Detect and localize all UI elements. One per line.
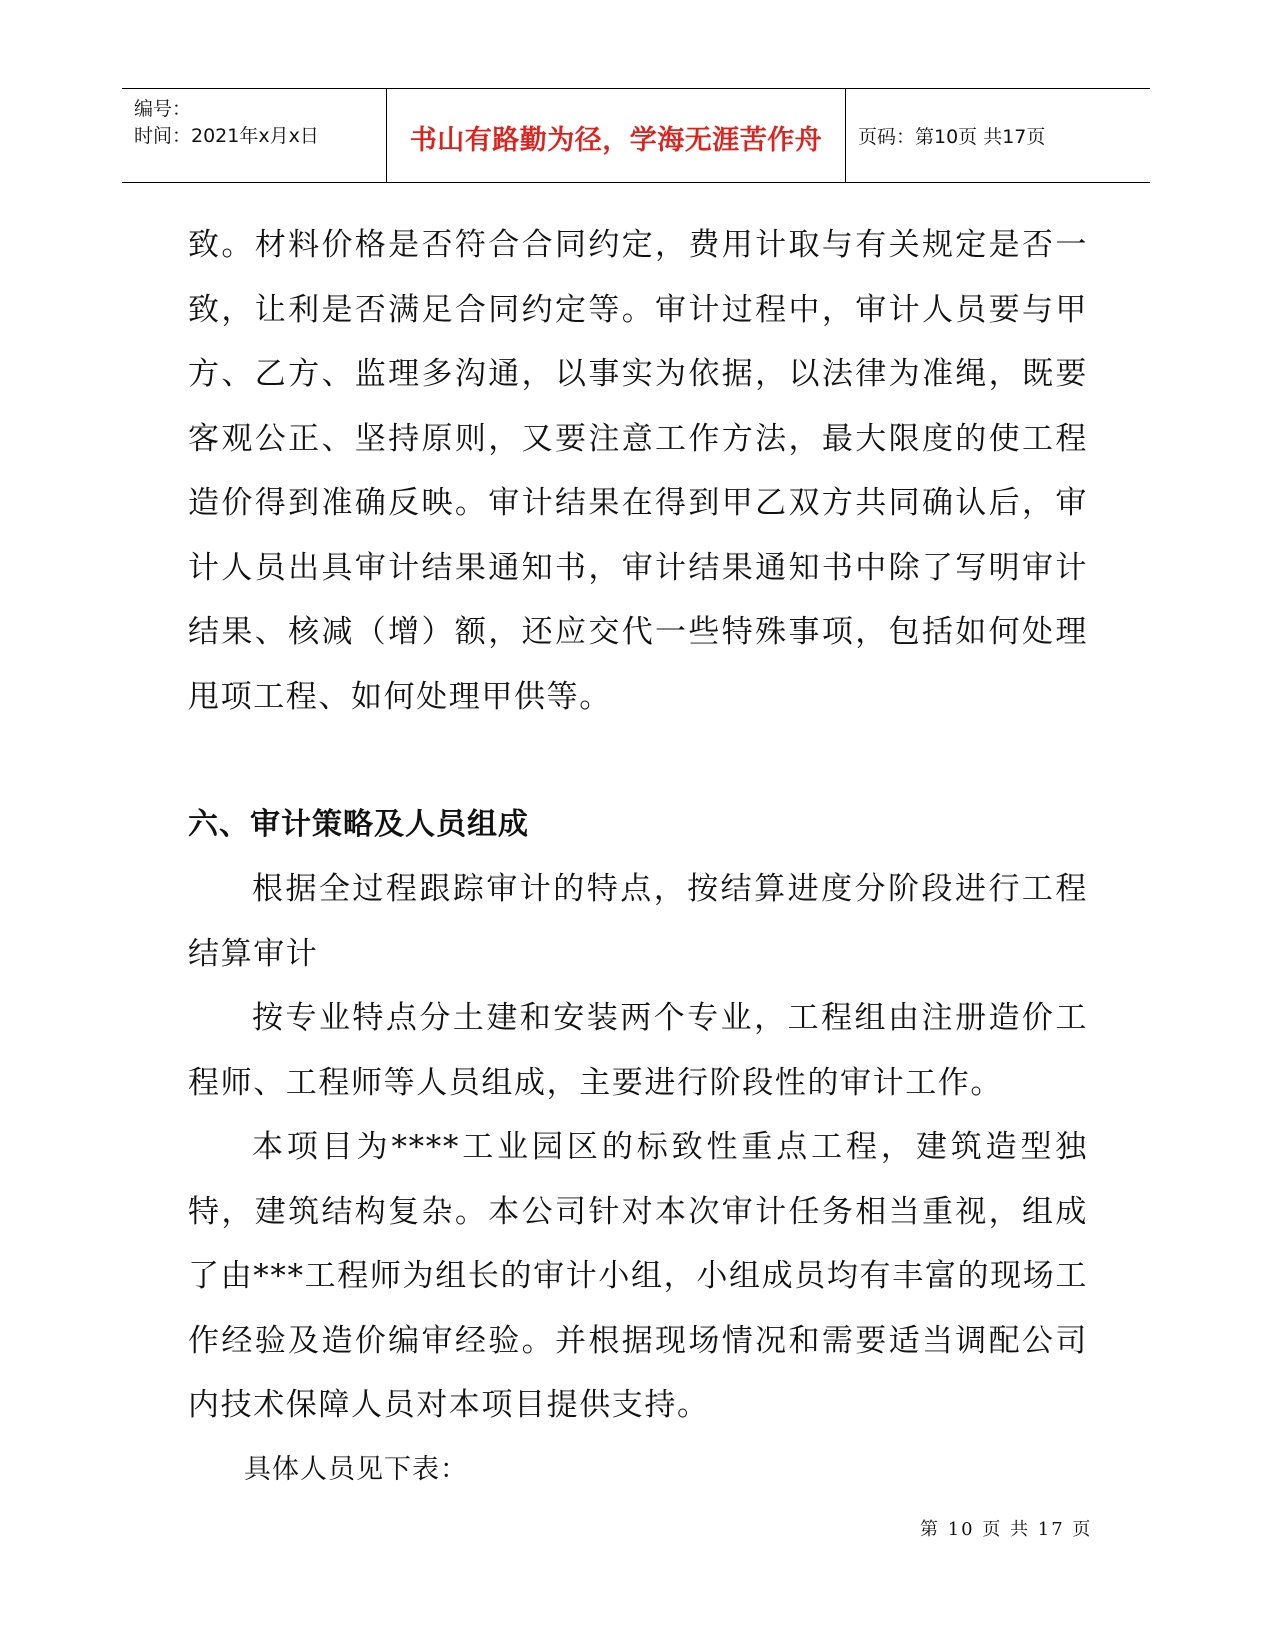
- section-heading: 六、审计策略及人员组成: [188, 807, 529, 842]
- document-number-label: 编号：: [134, 98, 192, 120]
- page-header: [122, 88, 1150, 183]
- paragraph-project-team: 本项目为****工业园区的标致性重点工程，建筑造型独特，建筑结构复杂。本公司针对本次审计任务相当重视，组成了由***工程师为组长的审计小组，小组成员均有丰富的现场工作经验及造价编审经验。并根据现场情况和需要适当调配公司内技术保障人员对本项目提供支持。: [188, 1129, 1088, 1423]
- document-body: [188, 213, 1088, 1502]
- header-page-cell: [846, 89, 1150, 182]
- document-time-label: 时间：2021年x月x日: [134, 125, 319, 147]
- paragraph-staff-table-intro: 具体人员见下表：: [244, 1453, 468, 1485]
- header-motto-cell: [386, 89, 846, 182]
- header-motto: 书山有路勤为径，学海无涯苦作舟: [409, 125, 823, 156]
- page-footer: 第 10 页 共 17 页: [920, 1519, 1093, 1540]
- header-meta: [122, 89, 386, 182]
- header-page-number: 页码：第10页 共17页: [858, 126, 1046, 148]
- paragraph-audit-strategy: 根据全过程跟踪审计的特点，按结算进度分阶段进行工程结算审计: [188, 871, 1088, 972]
- paragraph-audit-process: 致。材料价格是否符合合同约定，费用计取与有关规定是否一致，让利是否满足合同约定等。审计过程中，审计人员要与甲方、乙方、监理多沟通，以事实为依据，以法律为准绳，既要客观公正、坚持原则，又要注意工作方法，最大限度的使工程造价得到准确反映。审计结果在得到甲乙双方共同确认后，审计人员出具审计结果通知书，审计结果通知书中除了写明审计结果、核减（增）额，还应交代一些特殊事项，包括如何处理甩项工程、如何处理甲供等。: [188, 227, 1088, 715]
- paragraph-gap: [188, 729, 1088, 793]
- paragraph-specialties: 按专业特点分土建和安装两个专业，工程组由注册造价工程师、工程师等人员组成，主要进行阶段性的审计工作。: [188, 1000, 1088, 1101]
